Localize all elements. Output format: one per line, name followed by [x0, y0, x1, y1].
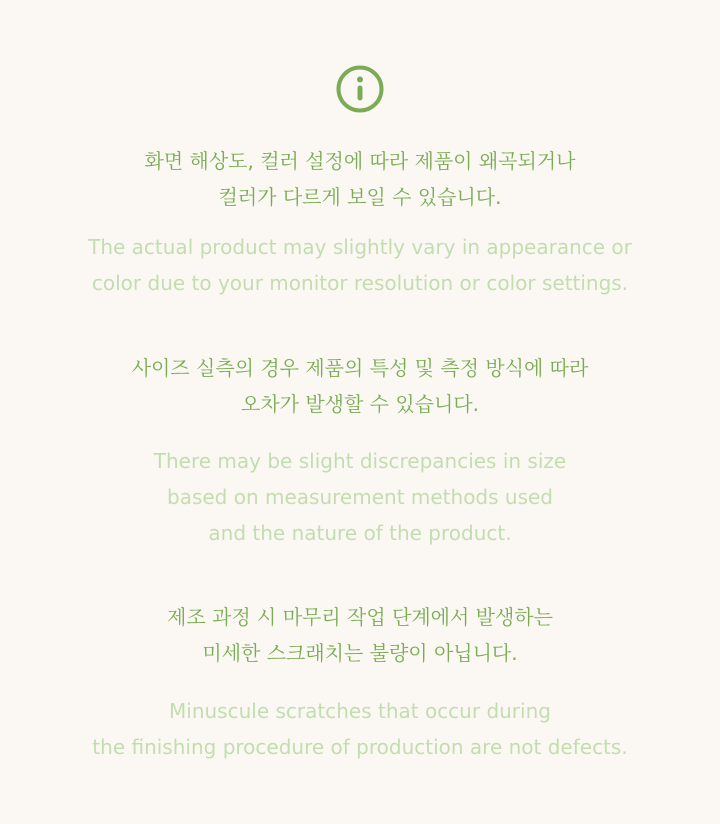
notice-2-korean-line-2: 오차가 발생할 수 있습니다.	[241, 392, 479, 416]
notice-1-english-line-1: The actual product may slightly vary in appearance or	[88, 235, 632, 259]
notice-1-english-line-2: color due to your monitor resolution or color settings.	[91, 271, 629, 295]
notice-2-english-line-2: based on measurement methods used	[167, 485, 553, 509]
notice-3-korean	[0, 599, 720, 671]
notice-2-english-line-3: and the nature of the product.	[208, 521, 512, 545]
notice-1-korean	[0, 143, 720, 215]
notice-2-english-line-1: There may be slight discrepancies in size	[153, 449, 567, 473]
notice-1-korean-line-1: 화면 해상도, 컬러 설정에 따라 제품이 왜곡되거나	[144, 149, 576, 173]
notice-3-english-line-2: the finishing procedure of production are not defects.	[92, 735, 628, 759]
notice-2-english	[0, 443, 720, 551]
notice-3-korean-line-1: 제조 과정 시 마무리 작업 단계에서 발생하는	[167, 605, 553, 629]
notice-3-korean-line-2: 미세한 스크래치는 불량이 아닙니다.	[202, 641, 518, 665]
notice-2-korean	[0, 350, 720, 422]
notice-3-english-line-1: Minuscule scratches that occur during	[169, 699, 551, 723]
notice-1-korean-line-2: 컬러가 다르게 보일 수 있습니다.	[218, 185, 502, 209]
notice-2-korean-line-1: 사이즈 실측의 경우 제품의 특성 및 측정 방식에 따라	[131, 356, 589, 380]
info-circle-icon	[336, 65, 384, 113]
notice-1-english	[0, 229, 720, 301]
notice-3-english	[0, 693, 720, 765]
